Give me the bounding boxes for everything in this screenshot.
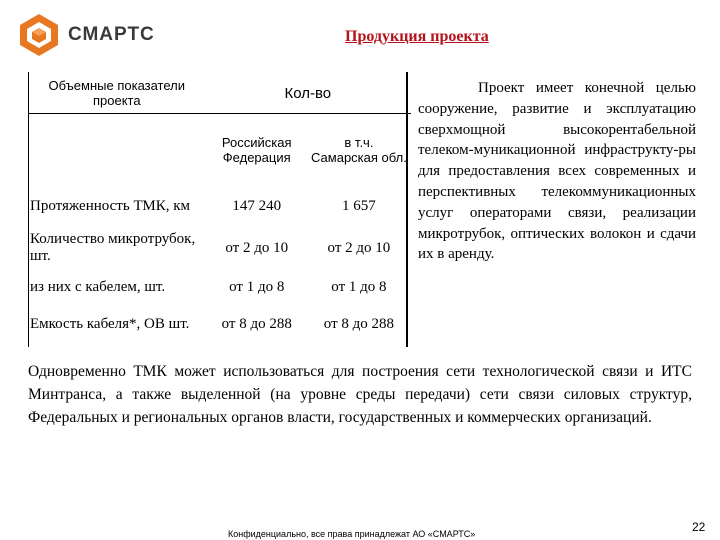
- row-value-rf: 147 240: [232, 197, 282, 214]
- col-header-indicators: Объемные показатели проекта: [48, 78, 186, 108]
- logo-text: СМАРТС: [68, 24, 155, 45]
- subheader-samara-region: в т.ч. Самарская обл.: [311, 135, 407, 165]
- project-volume-table: [28, 72, 410, 345]
- project-goal-text: Проект имеет конечной целью сооружение, развитие и эксплуатацию сверхмощной высокорентабельной телеком-муникационной инфраструкту-ры для предоставления всех современных и перспективных телекоммуникационных услуг операторами связи, реализации микротрубок, оптических волокон и сдачи их в аренду.: [418, 80, 696, 263]
- row-value-rf: от 8 до 288: [221, 316, 292, 332]
- row-value-rf: от 2 до 10: [225, 239, 289, 256]
- row-value-samara: от 1 до 8: [331, 278, 387, 295]
- row-label: Количество микротрубок, шт.: [30, 231, 196, 264]
- row-value-rf: от 1 до 8: [229, 278, 285, 295]
- row-value-samara: от 2 до 10: [327, 239, 391, 256]
- confidentiality-footer: Конфиденциально, все права принадлежат АО «СМАРТС»: [228, 529, 476, 539]
- page-title: Продукция проекта: [345, 28, 489, 45]
- table-row: [28, 186, 410, 226]
- table-row: [28, 226, 410, 270]
- row-label: из них с кабелем, шт.: [30, 278, 166, 295]
- subheader-russian-federation: Российская Федерация: [221, 135, 292, 165]
- table-row: [28, 304, 410, 345]
- row-label: Емкость кабеля*, ОВ шт.: [30, 316, 190, 332]
- row-label: Протяженность ТМК, км: [30, 197, 191, 214]
- row-value-samara: 1 657: [342, 197, 376, 214]
- smarts-cube-logo-icon: [18, 13, 60, 57]
- page-number: 22: [692, 520, 706, 534]
- usage-paragraph: Одновременно ТМК может использоваться для построения сети технологической связи и ИТС Минтранса, а также выделенной (на уровне среды передачи) сети связи силовых структур, Федеральных и региональных органов власти, государственных и коммерческих организаций.: [28, 363, 692, 426]
- row-value-samara: от 8 до 288: [323, 316, 395, 332]
- company-logo: [18, 12, 168, 58]
- table-row: [28, 270, 410, 304]
- col-header-quantity: Кол-во: [284, 84, 332, 102]
